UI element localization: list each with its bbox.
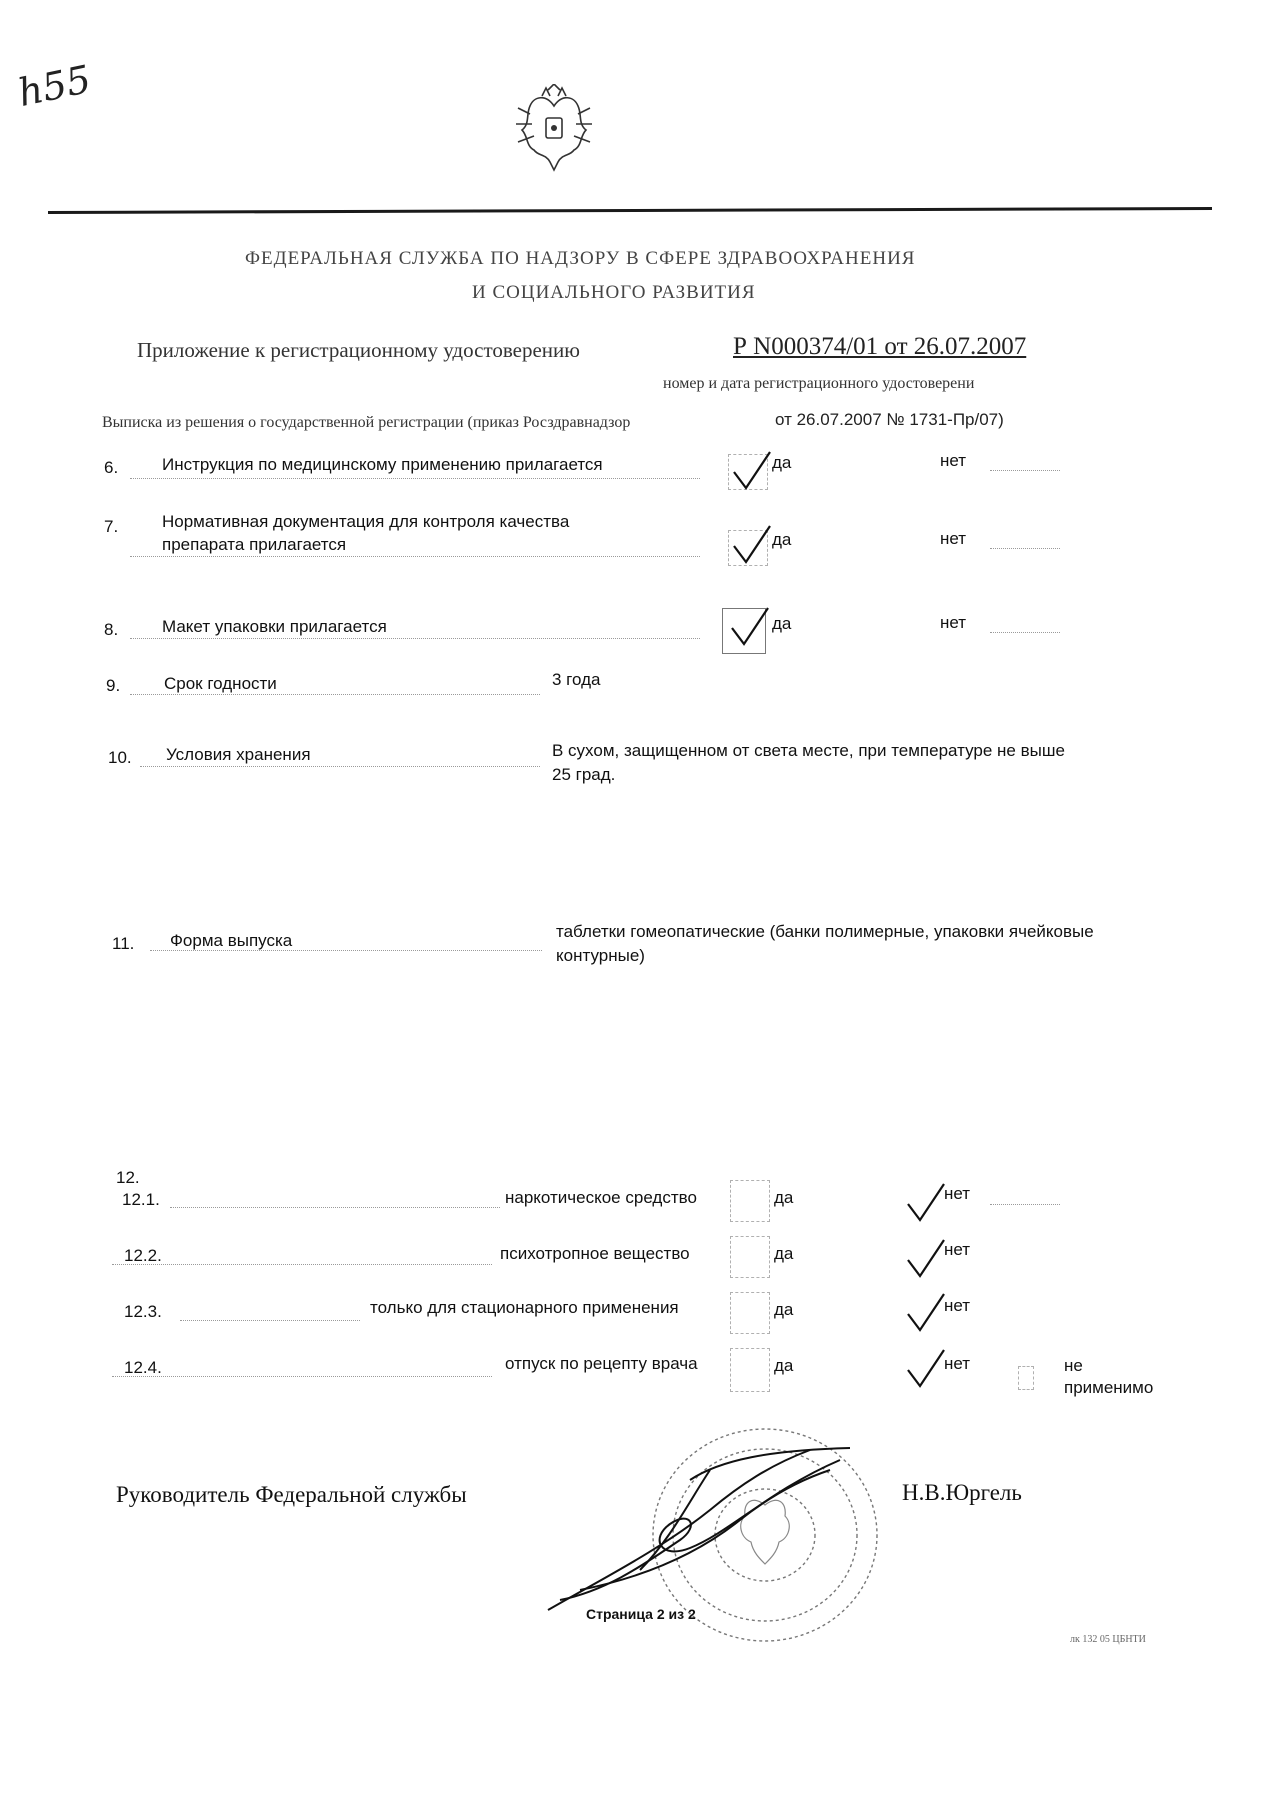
item-7-number: 7.	[104, 517, 119, 536]
item-9-value: 3 года	[552, 670, 601, 689]
item-8-no-leader	[990, 632, 1060, 633]
item-7-label-line1: Нормативная документация для контроля качества	[162, 512, 570, 531]
item-6-leader	[130, 478, 700, 479]
row-12-3-no-label: нет	[944, 1296, 971, 1315]
row-12-2-number: 12.2.	[124, 1246, 162, 1265]
margin-note: h55	[14, 56, 95, 116]
certificate-caption: номер и дата регистрационного удостоверени	[663, 375, 975, 392]
row-12-3-leader	[180, 1320, 360, 1321]
item-9-number: 9.	[106, 676, 121, 695]
item-6-label: Инструкция по медицинскому применению прилагается	[162, 455, 603, 474]
row-12-1-label: наркотическое средство	[505, 1188, 697, 1207]
item-11-label: Форма выпуска	[170, 931, 293, 950]
item-8-leader	[130, 638, 700, 639]
row-12-2-yes-label: да	[774, 1244, 794, 1263]
row-12-4-number: 12.4.	[124, 1358, 162, 1377]
item-9-label: Срок годности	[164, 674, 277, 693]
item-8-no-label: нет	[940, 613, 967, 632]
row-12-3-check-mark	[904, 1290, 948, 1336]
page-number: Страница 2 из 2	[586, 1606, 696, 1622]
item-6-no-label: нет	[940, 451, 967, 470]
form-code: лк 132 05 ЦБНТИ	[1070, 1634, 1146, 1645]
row-12-4-not-applicable-box	[1018, 1366, 1034, 1390]
item-10-value-line2: 25 град.	[552, 765, 616, 784]
item-8-number: 8.	[104, 620, 119, 639]
item-11-value-line2: контурные)	[556, 946, 645, 965]
item-10-value-line1: В сухом, защищенном от света месте, при температуре не выше	[552, 741, 1065, 760]
item-6-no-leader	[990, 470, 1060, 471]
row-12-4-yes-label: да	[774, 1356, 794, 1375]
item-11-number: 11.	[112, 934, 135, 953]
appendix-label: Приложение к регистрационному удостоверению	[137, 338, 580, 362]
row-12-2-leader	[112, 1264, 492, 1265]
row-12-3-label: только для стационарного применения	[370, 1298, 679, 1317]
section-12-number: 12.	[116, 1168, 140, 1187]
item-8-yes-label: да	[772, 614, 792, 633]
item-11-leader	[150, 950, 542, 951]
certificate-number: Р N000374/01 от 26.07.2007	[733, 333, 1027, 360]
row-12-1-leader	[170, 1207, 500, 1208]
row-12-3-number: 12.3.	[124, 1302, 162, 1321]
row-12-4-yes-box	[730, 1348, 770, 1392]
row-12-1-yes-box	[730, 1180, 770, 1222]
row-12-1-no-leader	[990, 1204, 1060, 1205]
extract-label: Выписка из решения о государственной регистрации (приказ Росздравнадзор	[102, 414, 631, 431]
item-7-check-mark	[730, 522, 774, 568]
agency-title-line1: ФЕДЕРАЛЬНАЯ СЛУЖБА ПО НАДЗОРУ В СФЕРЕ ЗДРАВООХРАНЕНИЯ	[245, 248, 916, 269]
extract-order: от 26.07.2007 № 1731-Пр/07)	[775, 410, 1004, 429]
header-rule	[48, 207, 1212, 214]
row-12-1-yes-label: да	[774, 1188, 794, 1207]
row-12-3-yes-box	[730, 1292, 770, 1334]
row-12-4-check-mark	[904, 1346, 948, 1392]
item-10-label: Условия хранения	[166, 745, 311, 764]
item-11-value-line1: таблетки гомеопатические (банки полимерные, упаковки ячейковые	[556, 922, 1094, 941]
item-7-no-leader	[990, 548, 1060, 549]
item-7-leader	[130, 556, 700, 557]
item-6-check-mark	[730, 448, 774, 494]
item-6-number: 6.	[104, 458, 119, 477]
row-12-4-no-label: нет	[944, 1354, 971, 1373]
row-12-4-label: отпуск по рецепту врача	[505, 1354, 698, 1373]
signatory-title: Руководитель Федеральной службы	[116, 1482, 467, 1507]
signatory-name: Н.В.Юргель	[902, 1480, 1022, 1505]
item-8-check-mark	[728, 604, 772, 650]
item-8-label: Макет упаковки прилагается	[162, 617, 387, 636]
row-12-1-number: 12.1.	[122, 1190, 160, 1209]
row-12-2-check-mark	[904, 1236, 948, 1282]
row-12-1-no-label: нет	[944, 1184, 971, 1203]
item-10-leader	[140, 766, 540, 767]
not-applicable-line1: не	[1064, 1356, 1083, 1375]
row-12-2-label: психотропное вещество	[500, 1244, 690, 1263]
item-6-yes-label: да	[772, 453, 792, 472]
row-12-1-check-mark	[904, 1180, 948, 1226]
item-7-no-label: нет	[940, 529, 967, 548]
item-10-number: 10.	[108, 748, 132, 767]
item-7-yes-label: да	[772, 530, 792, 549]
not-applicable-line2: применимо	[1064, 1378, 1154, 1397]
item-9-leader	[130, 694, 540, 695]
row-12-4-leader	[112, 1376, 492, 1377]
row-12-2-yes-box	[730, 1236, 770, 1278]
agency-title-line2: И СОЦИАЛЬНОГО РАЗВИТИЯ	[472, 282, 756, 303]
coat-of-arms-emblem	[508, 84, 600, 176]
row-12-3-yes-label: да	[774, 1300, 794, 1319]
signature-scribble	[540, 1440, 870, 1620]
item-7-label-line2: препарата прилагается	[162, 535, 347, 554]
row-12-2-no-label: нет	[944, 1240, 971, 1259]
